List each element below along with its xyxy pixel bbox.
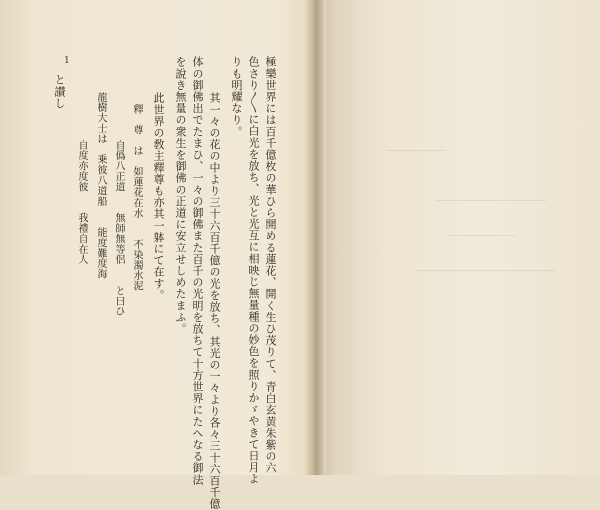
- show-through-mark: [436, 200, 546, 201]
- show-through-mark: [416, 270, 556, 271]
- text-line-5: 体の御佛出でたまひ、一々の御佛また百千の光明を放ちて十方世界にたへなる御法: [191, 56, 204, 486]
- verse-line-4: 自度亦度彼 我禮自在人: [76, 140, 87, 265]
- right-page-blank: [326, 0, 600, 475]
- text-line-1: 極樂世界には百千億枚の華ひら開める蓮花、開く生ひ茂りて、青白玄黄朱紫の六: [264, 56, 277, 474]
- show-through-mark: [446, 235, 516, 236]
- verse-line-1: 釋 尊 は 如蓮花在水 不染濁水泥: [131, 104, 142, 292]
- text-line-7: 此世界の敎主釋尊も亦其一躰にて在す。: [152, 92, 165, 301]
- text-line-closing: と讃し: [53, 74, 66, 109]
- book-gutter: [304, 0, 326, 475]
- text-line-2: 色さり〳〵に白光を放ち、光と光互に相映じ無量種の妙色を照りかゞやきて日月よ: [247, 56, 260, 485]
- text-line-3: りも明耀なり。: [230, 56, 243, 138]
- show-through-mark: [386, 150, 446, 151]
- text-line-4: 其一々の花の中より三十六百千億の光を放ち、其光の一々より各々三十六百千億: [208, 92, 221, 510]
- verse-line-3: 龍樹大士は 乗彼八道船 能度難度海: [95, 92, 106, 280]
- page-number: 1: [64, 56, 70, 66]
- verse-line-2: 自僞八正道 無師無等侶 と曰ひ: [113, 140, 124, 317]
- text-line-6: を說き無量の衆生を御佛の正道に安立せしめたまふ。: [174, 56, 187, 335]
